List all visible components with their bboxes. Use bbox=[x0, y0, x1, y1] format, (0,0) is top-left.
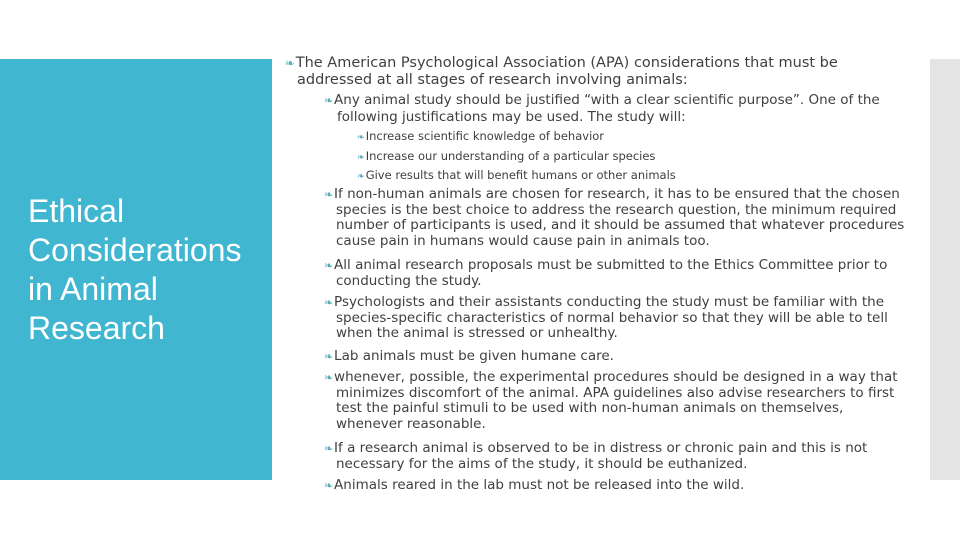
bullet-humane-care bbox=[324, 349, 614, 365]
bullet-text: If a research animal is observed to be in distress or chronic pain and this is not bbox=[334, 440, 868, 456]
bullet-text: Give results that will benefit humans or other animals bbox=[365, 168, 676, 182]
curl-bullet-icon: ❧ bbox=[324, 259, 334, 272]
bullet-text: addressed at all stages of research involving animals: bbox=[297, 72, 688, 88]
curl-bullet-icon: ❧ bbox=[285, 56, 295, 70]
bullet-justification bbox=[324, 92, 880, 125]
curl-bullet-icon: ❧ bbox=[324, 188, 334, 201]
bullet-text: Psychologists and their assistants conducting the study must be familiar with the bbox=[334, 294, 885, 310]
curl-bullet-icon: ❧ bbox=[324, 350, 334, 363]
bullet-no-release bbox=[324, 478, 744, 494]
bullet-text: whenever, possible, the experimental procedures should be designed in a way that bbox=[334, 369, 898, 385]
bullet-text: Animals reared in the lab must not be released into the wild. bbox=[334, 477, 745, 493]
bullet-text: test the painful stimuli to be used with non-human animals on themselves, bbox=[336, 400, 844, 416]
bullet-study-will-1 bbox=[357, 129, 604, 145]
bullet-text: cause pain in humans would cause pain in animals too. bbox=[336, 232, 710, 249]
bullet-text: when the animal is stressed or unhealthy. bbox=[336, 325, 618, 341]
bullet-apa-considerations bbox=[285, 55, 838, 89]
bullet-text: Any animal study should be justified “with a clear scientific purpose”. One of the bbox=[334, 92, 880, 108]
bullet-study-will-3 bbox=[357, 168, 676, 184]
bullet-text: Increase scientific knowledge of behavior bbox=[365, 129, 605, 143]
curl-bullet-icon: ❧ bbox=[324, 479, 334, 492]
title-line: Considerations bbox=[28, 232, 242, 268]
curl-bullet-icon: ❧ bbox=[324, 371, 334, 384]
curl-bullet-icon: ❧ bbox=[324, 442, 334, 455]
bullet-text: species-specific characteristics of normal behavior so that they will be able to tell bbox=[336, 309, 888, 326]
bullet-text: necessary for the aims of the study, it should be euthanized. bbox=[336, 455, 748, 472]
bullet-euthanize bbox=[324, 441, 867, 472]
curl-bullet-icon: ❧ bbox=[357, 132, 365, 143]
curl-bullet-icon: ❧ bbox=[357, 171, 365, 182]
title-line: Research bbox=[28, 310, 165, 346]
bullet-text: If non-human animals are chosen for research, it has to be ensured that the chosen bbox=[334, 186, 900, 202]
bullet-text: conducting the study. bbox=[336, 272, 482, 289]
bullet-text: whenever reasonable. bbox=[336, 415, 486, 432]
bullet-study-will-2 bbox=[357, 149, 655, 165]
bullet-text: following justifications may be used. The study will: bbox=[337, 109, 686, 125]
bullet-text: The American Psychological Association (APA) considerations that must be bbox=[295, 55, 838, 71]
bullet-text: species is the best choice to address the research question, the minimum required bbox=[336, 201, 897, 218]
bullet-text: minimizes discomfort of the animal. APA guidelines also advise researchers to first bbox=[336, 384, 895, 401]
bullet-species-choice bbox=[324, 187, 904, 249]
curl-bullet-icon: ❧ bbox=[324, 296, 334, 309]
title-line: in Animal bbox=[28, 271, 158, 307]
bullet-familiar-behavior bbox=[324, 295, 888, 342]
bullet-text: number of participants is used, and it should be assumed that whatever procedures bbox=[336, 217, 905, 233]
curl-bullet-icon: ❧ bbox=[324, 94, 334, 107]
bullet-text: Lab animals must be given humane care. bbox=[334, 348, 614, 364]
bullet-minimize-discomfort bbox=[324, 370, 898, 432]
title-line: Ethical bbox=[28, 193, 125, 229]
bullet-ethics-committee bbox=[324, 258, 887, 289]
curl-bullet-icon: ❧ bbox=[357, 152, 365, 163]
bullet-text: All animal research proposals must be submitted to the Ethics Committee prior to bbox=[334, 257, 888, 273]
bullet-text: Increase our understanding of a particular species bbox=[365, 149, 656, 163]
